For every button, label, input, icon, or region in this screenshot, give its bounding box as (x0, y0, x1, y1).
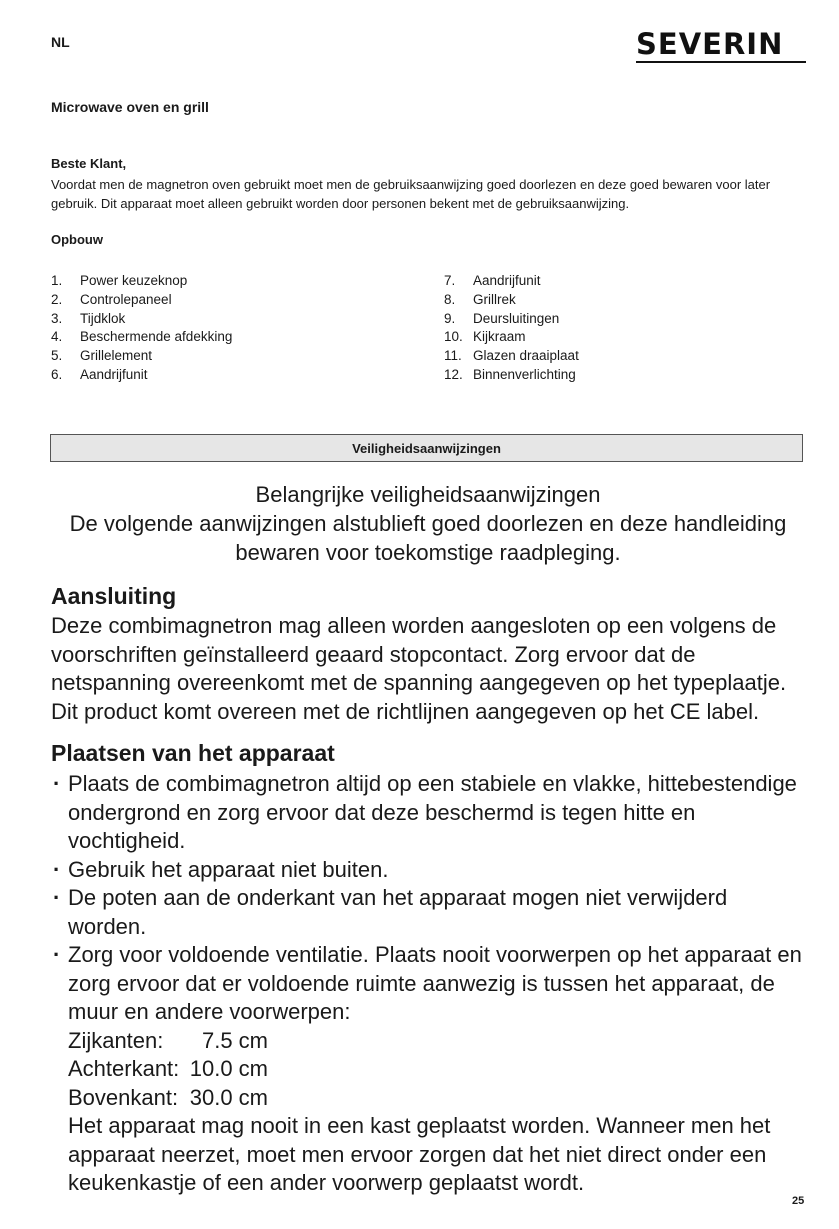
logo-underline (636, 61, 806, 63)
part-number: 7. (444, 273, 456, 288)
placement-heading: Plaatsen van het apparaat (51, 740, 335, 766)
part-item (51, 328, 232, 347)
part-item (444, 272, 579, 291)
bullet-item: · Gebruik het apparaat niet buiten. (51, 856, 811, 885)
part-number: 5. (51, 348, 63, 364)
part-label: Binnenverlichting (473, 366, 576, 382)
clearance-table (51, 1027, 811, 1113)
part-number: 9. (444, 310, 456, 326)
clearance-value: 7.5 cm (201, 1027, 268, 1053)
part-number: 11. (444, 348, 462, 364)
part-number: 12. (444, 366, 463, 382)
important-text: De volgende aanwijzingen alstublieft goed doorlezen en deze handleiding bewaren voor toekomstige raadpleging. (69, 511, 787, 565)
part-item (444, 347, 579, 366)
part-number: 1. (51, 273, 63, 288)
intro-paragraph: Voordat men de magnetron oven gebruikt moet men de gebruiksaanwijzing goed doorlezen en deze goed bewaren voor later gebruik. Dit apparaat moet alleen gebruikt worden door personen bekent met de gebruiksaanwijzing. (51, 177, 771, 211)
part-item (51, 291, 232, 310)
part-label: Tijdklok (80, 310, 126, 326)
safety-banner: Veiligheidsaanwijzingen (50, 434, 803, 462)
part-item (51, 310, 232, 329)
clearance-value: 30.0 cm (189, 1084, 268, 1110)
clearance-label: Zijkanten: (68, 1027, 164, 1053)
connection-paragraph: Deze combimagnetron mag alleen worden aangesloten op een volgens de voorschriften geïnstalleerd geaard stopcontact. Zorg ervoor dat de netspanning overeenkomt met de spanning aangegeven op het typeplaatje. Dit product komt overeen met de richtlijnen aangegeven op het CE label. (51, 613, 787, 724)
part-number: 3. (51, 310, 63, 326)
page-number: 25 (792, 1195, 805, 1207)
part-item (444, 291, 579, 310)
language-code: NL (51, 34, 70, 50)
connection-heading: Aansluiting (51, 583, 177, 609)
part-label: Aandrijfunit (473, 273, 541, 288)
clearance-value: 10.0 cm (189, 1056, 268, 1081)
bullet-item: · Zorg voor voldoende ventilatie. Plaats nooit voorwerpen op het apparaat en zorg ervoor dat er voldoende ruimte aanwezig is tussen het apparaat, de muur en andere voorwerpen: (51, 941, 811, 1027)
parts-column-right (444, 272, 579, 385)
part-item (444, 310, 579, 329)
part-label: Glazen draaiplaat (473, 348, 579, 364)
part-number: 4. (51, 329, 63, 345)
brand-logo: SEVERIN (636, 27, 784, 61)
clearance-row (68, 1027, 811, 1056)
part-item (51, 366, 232, 385)
clearance-label: Bovenkant: (68, 1084, 179, 1110)
product-title: Microwave oven en grill (51, 99, 209, 115)
placement-list (51, 770, 811, 1198)
part-label: Controlepaneel (80, 291, 172, 307)
part-label: Beschermende afdekking (80, 329, 233, 345)
part-label: Grillelement (80, 348, 153, 364)
closing-paragraph: Het apparaat mag nooit in een kast geplaatst worden. Wanneer men het apparaat neerzet, moet men ervoor zorgen dat het niet direct onder een keukenkastje of een ander voorwerp geplaatst wordt. (68, 1113, 771, 1195)
part-number: 8. (444, 291, 456, 307)
part-label: Aandrijfunit (80, 366, 148, 382)
part-label: Grillrek (473, 291, 516, 307)
part-number: 6. (51, 366, 63, 382)
clearance-row (68, 1084, 811, 1113)
clearance-label: Achterkant: (68, 1056, 180, 1081)
part-item (444, 328, 579, 347)
part-item (51, 272, 232, 291)
part-number: 10. (444, 329, 463, 345)
part-number: 2. (51, 291, 63, 307)
part-label: Power keuzeknop (80, 273, 188, 288)
bullet-item: · De poten aan de onderkant van het apparaat mogen niet verwijderd worden. (51, 884, 811, 941)
greeting: Beste Klant, (51, 156, 127, 171)
parts-column-left (51, 272, 232, 385)
parts-title: Opbouw (51, 232, 103, 247)
important-heading: Belangrijke veiligheidsaanwijzingen (255, 482, 601, 507)
part-item (444, 366, 579, 385)
bullet-item: · Plaats de combimagnetron altijd op een stabiele en vlakke, hittebestendige ondergrond en zorg ervoor dat deze beschermd is tegen hitte en vochtigheid. (51, 770, 811, 856)
important-notice (40, 480, 816, 567)
part-label: Kijkraam (473, 329, 526, 345)
part-item (51, 347, 232, 366)
part-label: Deursluitingen (473, 310, 560, 326)
clearance-row (68, 1055, 811, 1084)
